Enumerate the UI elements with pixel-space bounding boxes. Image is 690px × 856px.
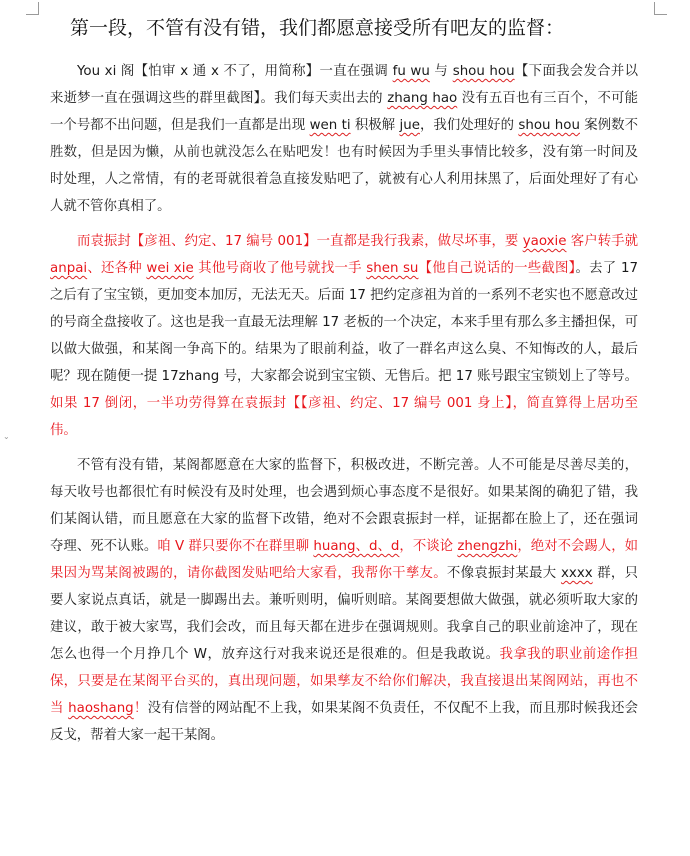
highlighted-text-run: haoshang	[68, 701, 134, 716]
highlighted-text-run: 而袁振封【彦祖、约定、17 编号 001】一直都是我行我素，做尽坏事，要	[77, 234, 523, 249]
highlighted-text-run: ！	[133, 701, 148, 716]
text-run: 不像袁振封某最大	[446, 566, 561, 581]
highlighted-text-run: 、还各种	[87, 261, 147, 276]
margin-collapse-marker: ⌄	[3, 432, 10, 441]
text-run: jue	[399, 118, 420, 133]
highlighted-text-run: yaoxie	[522, 234, 567, 249]
text-run: 不管有没有错，某阁都愿意在大家的监督下，积极改进，不断完善。人不可能是尽善尽美的，每天收号也都很忙有时候没有及时处理，也会遇到烦心事态度不是很好。如果某阁的确犯了错，我们某阁认错，而且愿意在大家的监督下改错，绝对不会跟袁振封一样，证据都在脸上了，还在强词夺理、死不认账。	[50, 458, 638, 554]
paragraph-1	[50, 58, 638, 220]
text-run: You xi 阁【怕审 x 通 x 不了，用简称】一直在强调	[77, 64, 393, 79]
highlighted-text-run: anpai	[50, 261, 88, 276]
highlighted-text-run: 我拿我的职业前途作担保，只要是在某阁平台买的，真出现问题，如果孳友不给你们解决，我直接退出某阁网站，再也不当	[50, 647, 638, 716]
highlighted-text-run: zhengzhi	[457, 539, 518, 554]
highlighted-text-run: 其他号商收了他号就找一手	[193, 261, 367, 276]
section-title: 第一段，不管有没有错，我们都愿意接受所有吧友的监督：	[70, 17, 565, 39]
text-run: 积极解	[350, 118, 400, 133]
highlighted-text-run: shen su	[366, 261, 419, 276]
text-run: 【下面我会发合并以来逝梦一直在强调这些的群里截图】。我们每天卖出去的	[50, 64, 638, 106]
highlighted-text-run: 【他自己说话的一些截图】	[418, 261, 576, 276]
text-run: 没有信誉的网站配不上我，如果某阁不负责任，不仅配不上我，而且那时候我还会反戈，帮着大家一起干某阁。	[50, 701, 639, 743]
text-run: 群，只要人家说点真话，就是一脚踢出去。兼听则明，偏听则暗。某阁要想做大做强，就必须听取大家的建议，敢于被大家骂，我们会改，而且每天都在进步在强调规则。我拿自己的职业前途冲了，现在怎么也得一个月挣几个 W，放弃这行对我来说还是很难的。但是我敢说。	[50, 566, 638, 662]
highlighted-text-run: huang、d、d	[313, 539, 400, 554]
highlighted-text-run: ，不谈论	[399, 539, 458, 554]
highlighted-text-run: 如果 17 倒闭，一半功劳得算在袁振封【【彦祖、约定、17 编号 001 身上】，简直算得上居功至伟。	[50, 396, 638, 438]
highlighted-text-run: wei xie	[146, 261, 194, 276]
highlighted-text-run: 客户转手就	[566, 234, 638, 249]
text-run: zhang hao	[387, 91, 458, 106]
text-run: wen ti	[309, 118, 351, 133]
text-run: 与	[429, 64, 453, 79]
highlighted-text-run: ，绝对不会踢人，如果因为骂某阁被踢的，请你截图发贴吧给大家看，我帮你干孳友。	[50, 539, 639, 581]
text-run: shou hou	[518, 118, 580, 133]
text-run: fu wu	[392, 64, 430, 79]
page-corner-mark-left	[26, 2, 39, 15]
paragraph-3	[50, 452, 638, 749]
text-run: 没有五百也有三百个，不可能一个号都不出问题，但是我们一直都是出现	[50, 91, 638, 133]
page-corner-mark-right	[654, 2, 667, 15]
text-run: 。去了 17 之后有了宝宝锁，更加变本加厉，无法无天。后面 17 把约定彦祖为首的一系列不老实也不愿意改过的号商全盘接收了。这也是我一直最无法理解 17 老板的一个决定，本来手里有那么多主播担保，可以做大做强，和某阁一争高下的。结果为了眼前利益，收了一群名声这么臭、不知悔改的人，最后呢？现在随便一提 17zhang 号，大家都会说到宝宝锁、无售后。把 17 账号跟宝宝锁划上了等号。	[50, 261, 638, 384]
highlighted-text-run: 咱 V 群只要你不在群里聊	[157, 539, 314, 554]
paragraph-2	[50, 228, 638, 444]
text-run: shou hou	[452, 64, 515, 79]
text-run: xxxx	[560, 566, 593, 581]
document-page	[50, 14, 638, 757]
text-run: 案例数不胜数，但是因为懒，从前也就没怎么在贴吧发！也有时候因为手里头事情比较多，没有第一时间及时处理，人之常情，有的老哥就很着急直接发贴吧了，就被有心人利用抹黑了，后面处理好了有心人就不管你真相了。	[50, 118, 638, 214]
text-run: ，我们处理好的	[419, 118, 519, 133]
